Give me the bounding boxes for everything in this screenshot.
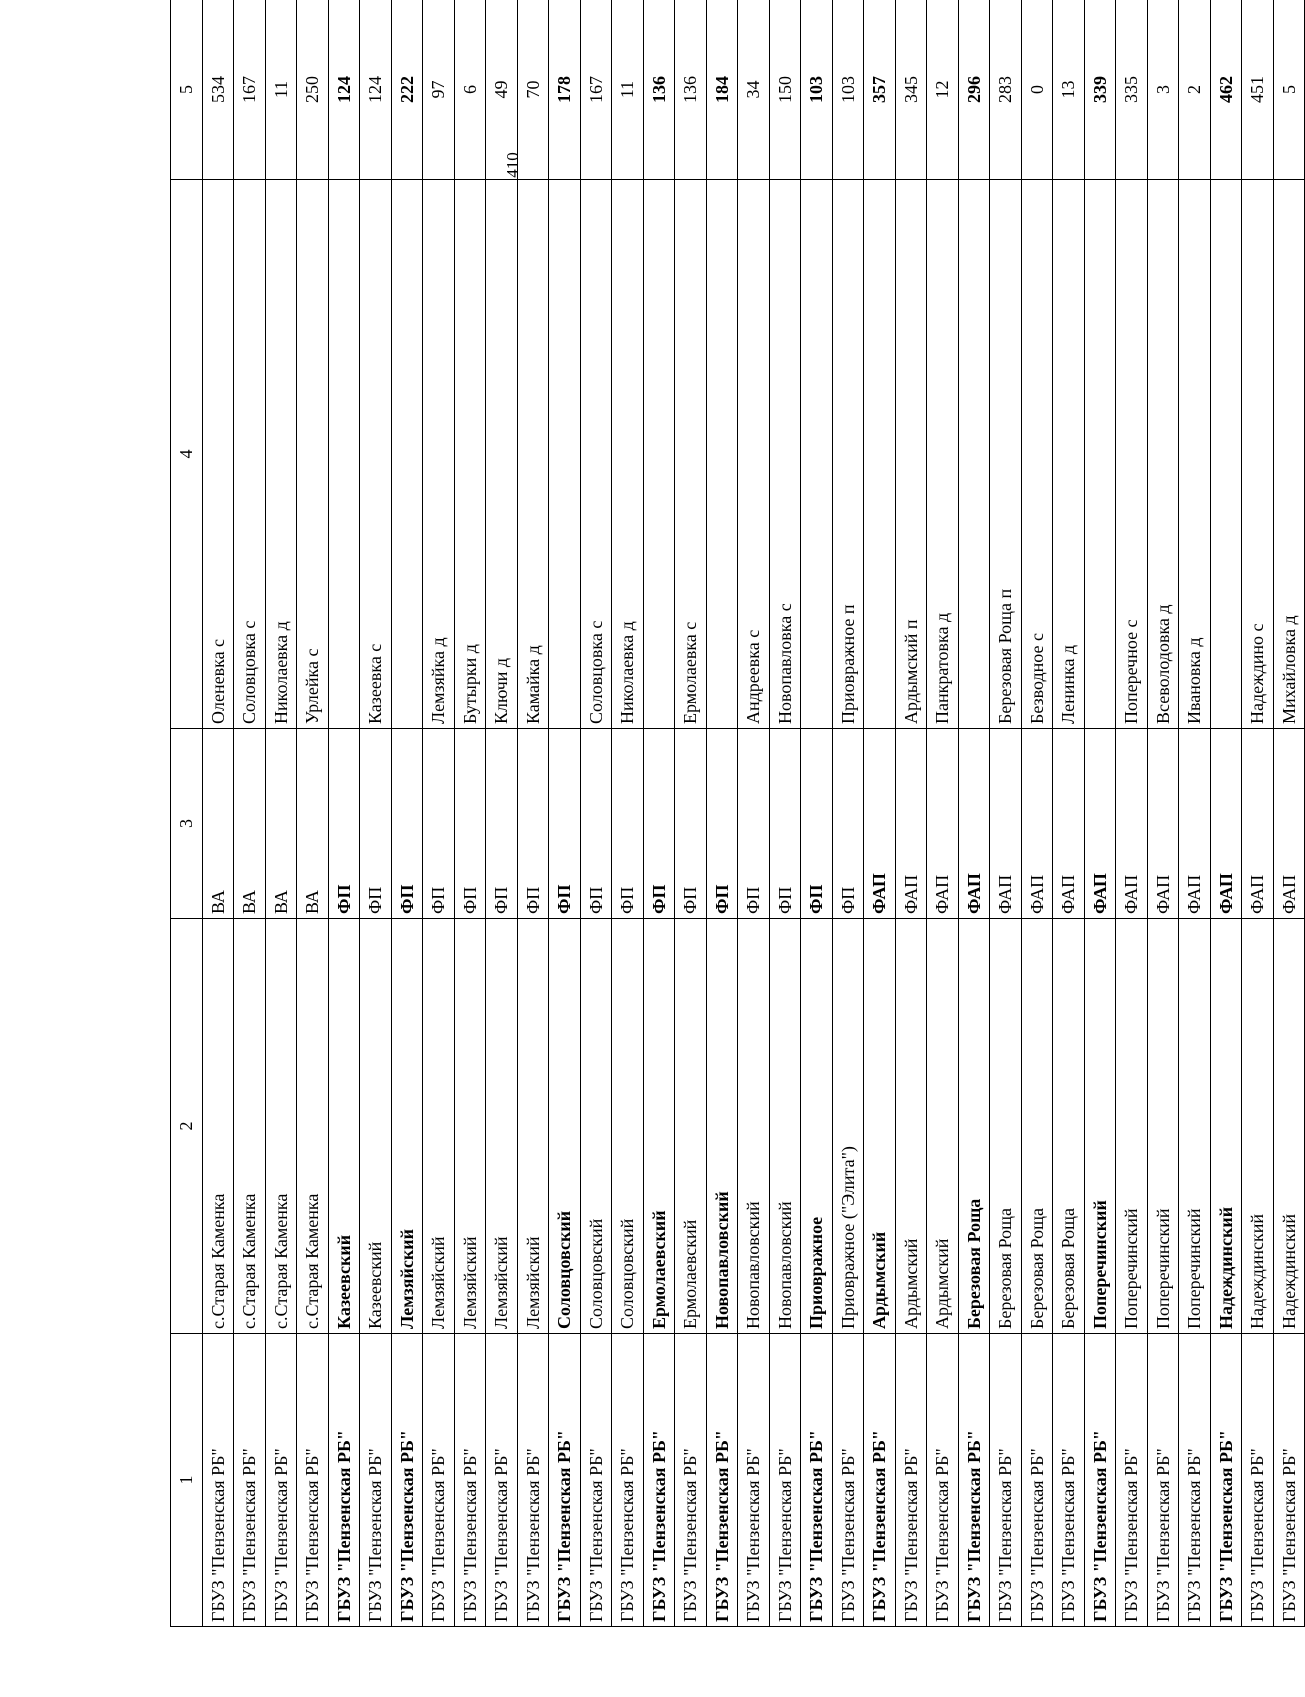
table-row — [454, 0, 486, 1627]
table-cell: Ермолаевский — [675, 919, 707, 1334]
table-cell: ФАП — [927, 729, 959, 919]
table-row — [360, 0, 392, 1627]
table-cell: ФП — [832, 729, 864, 919]
table-row — [1273, 0, 1305, 1627]
table-cell: ФАП — [1210, 729, 1242, 919]
table-cell: Приовражное — [801, 919, 833, 1334]
table-cell: Ленинка д — [1053, 180, 1085, 729]
table-cell: ГБУЗ "Пензенская РБ" — [643, 1334, 675, 1627]
table-cell: Ардымский п — [895, 180, 927, 729]
table-cell: 6 — [454, 0, 486, 180]
column-header: 3 — [171, 729, 203, 919]
table-cell: 150 — [769, 0, 801, 180]
table-cell — [643, 180, 675, 729]
table-cell: ГБУЗ "Пензенская РБ" — [1053, 1334, 1085, 1627]
table-cell: Поперечинский — [1084, 919, 1116, 1334]
table-cell: Новопавловский — [738, 919, 770, 1334]
table-row — [1116, 0, 1148, 1627]
table-cell: Казеевский — [328, 919, 360, 1334]
column-header: 1 — [171, 1334, 203, 1627]
table-cell: ГБУЗ "Пензенская РБ" — [1242, 1334, 1274, 1627]
table-cell: Березовая Роща — [990, 919, 1022, 1334]
table-cell — [706, 180, 738, 729]
table-cell: ГБУЗ "Пензенская РБ" — [706, 1334, 738, 1627]
table-cell: Ардымский — [864, 919, 896, 1334]
table-cell: ГБУЗ "Пензенская РБ" — [958, 1334, 990, 1627]
table-cell: ФП — [580, 729, 612, 919]
table-cell: Михайловка д — [1273, 180, 1305, 729]
table-cell: ФАП — [1053, 729, 1085, 919]
table-cell: ГБУЗ "Пензенская РБ" — [454, 1334, 486, 1627]
table-cell: ВА — [202, 729, 234, 919]
table-cell: Бутырки д — [454, 180, 486, 729]
table-row — [927, 0, 959, 1627]
table-cell: 451 — [1242, 0, 1274, 180]
table-row — [1179, 0, 1211, 1627]
table-row — [265, 0, 297, 1627]
table-cell: Камайка д — [517, 180, 549, 729]
table-cell: ФП — [612, 729, 644, 919]
table-cell: 534 — [202, 0, 234, 180]
table-row — [990, 0, 1022, 1627]
table-cell: Березовая Роща п — [990, 180, 1022, 729]
table-cell: ГБУЗ "Пензенская РБ" — [549, 1334, 581, 1627]
table-cell: ФАП — [1147, 729, 1179, 919]
table-cell: ГБУЗ "Пензенская РБ" — [1273, 1334, 1305, 1627]
table-cell: ГБУЗ "Пензенская РБ" — [265, 1334, 297, 1627]
table-cell: 357 — [864, 0, 896, 180]
table-cell: ФАП — [1242, 729, 1274, 919]
table-cell: ФП — [454, 729, 486, 919]
table-cell: Ермолаевский — [643, 919, 675, 1334]
table-cell: 462 — [1210, 0, 1242, 180]
table-cell: ГБУЗ "Пензенская РБ" — [1116, 1334, 1148, 1627]
table-cell: ФП — [360, 729, 392, 919]
table-cell: ФАП — [895, 729, 927, 919]
table-row — [517, 0, 549, 1627]
table-cell: Приовражное ("Элита") — [832, 919, 864, 1334]
table-row — [1021, 0, 1053, 1627]
table-cell: с.Старая Каменка — [234, 919, 266, 1334]
table-cell: ГБУЗ "Пензенская РБ" — [328, 1334, 360, 1627]
table-cell: 11 — [612, 0, 644, 180]
table-cell: ГБУЗ "Пензенская РБ" — [769, 1334, 801, 1627]
table-cell: ВА — [234, 729, 266, 919]
table-row — [1210, 0, 1242, 1627]
table-cell: ФАП — [1021, 729, 1053, 919]
table-cell: 136 — [643, 0, 675, 180]
column-header: 2 — [171, 919, 203, 1334]
table-cell: Надеждинский — [1273, 919, 1305, 1334]
table-cell: ГБУЗ "Пензенская РБ" — [1147, 1334, 1179, 1627]
table-cell: Ключи д — [486, 180, 518, 729]
table-cell: 296 — [958, 0, 990, 180]
table-cell: ГБУЗ "Пензенская РБ" — [927, 1334, 959, 1627]
table-cell: Надеждинский — [1242, 919, 1274, 1334]
table-cell: Соловцовский — [549, 919, 581, 1334]
table-row — [1053, 0, 1085, 1627]
table-cell: Лемзяйский — [486, 919, 518, 1334]
table-cell: 5 — [1273, 0, 1305, 180]
table-cell: Поперечинский — [1116, 919, 1148, 1334]
table-cell: ГБУЗ "Пензенская РБ" — [423, 1334, 455, 1627]
table-cell: Поперечинский — [1179, 919, 1211, 1334]
table-cell: ГБУЗ "Пензенская РБ" — [517, 1334, 549, 1627]
table-cell: ГБУЗ "Пензенская РБ" — [391, 1334, 423, 1627]
table-cell — [1210, 180, 1242, 729]
table-cell: ВА — [297, 729, 329, 919]
table-cell: ФАП — [990, 729, 1022, 919]
table-cell: 70 — [517, 0, 549, 180]
table-cell: 11 — [265, 0, 297, 180]
table-row — [1147, 0, 1179, 1627]
table-row — [1242, 0, 1274, 1627]
table-cell: ГБУЗ "Пензенская РБ" — [297, 1334, 329, 1627]
table-cell: 13 — [1053, 0, 1085, 180]
table-cell: ФП — [517, 729, 549, 919]
table-cell: Лемзяйский — [454, 919, 486, 1334]
table-row — [202, 0, 234, 1627]
table-cell: ФП — [391, 729, 423, 919]
table-cell: 345 — [895, 0, 927, 180]
table-cell: ФП — [801, 729, 833, 919]
table-cell: ГБУЗ "Пензенская РБ" — [675, 1334, 707, 1627]
table-cell: 49 — [486, 0, 518, 180]
table-cell: Ермолаевка с — [675, 180, 707, 729]
table-cell: ФАП — [1273, 729, 1305, 919]
table-cell: ФП — [706, 729, 738, 919]
table-cell: Соловцовский — [612, 919, 644, 1334]
table-cell: 167 — [580, 0, 612, 180]
table-cell: Надеждино с — [1242, 180, 1274, 729]
table-cell: ГБУЗ "Пензенская РБ" — [1021, 1334, 1053, 1627]
table-cell: Казеевский — [360, 919, 392, 1334]
table-row — [769, 0, 801, 1627]
table-container — [170, 0, 1299, 1627]
table-cell: ГБУЗ "Пензенская РБ" — [234, 1334, 266, 1627]
table-row — [864, 0, 896, 1627]
table-cell: Панкратовка д — [927, 180, 959, 729]
table-cell: Николаевка д — [265, 180, 297, 729]
table-row — [738, 0, 770, 1627]
table-cell: 124 — [328, 0, 360, 180]
table-cell: Андреевка с — [738, 180, 770, 729]
table-cell: ГБУЗ "Пензенская РБ" — [990, 1334, 1022, 1627]
table-cell: Соловцовка с — [234, 180, 266, 729]
table-cell: ГБУЗ "Пензенская РБ" — [832, 1334, 864, 1627]
table-cell: 3 — [1147, 0, 1179, 180]
table-cell: ГБУЗ "Пензенская РБ" — [360, 1334, 392, 1627]
table-cell: 103 — [801, 0, 833, 180]
table-cell: с.Старая Каменка — [202, 919, 234, 1334]
table-cell: ФАП — [1084, 729, 1116, 919]
table-cell — [391, 180, 423, 729]
table-cell: ГБУЗ "Пензенская РБ" — [1179, 1334, 1211, 1627]
table-cell: ФП — [423, 729, 455, 919]
table-cell: Лемзяйский — [391, 919, 423, 1334]
table-cell: ГБУЗ "Пензенская РБ" — [864, 1334, 896, 1627]
table-cell: ГБУЗ "Пензенская РБ" — [580, 1334, 612, 1627]
table-row — [297, 0, 329, 1627]
table-cell: 250 — [297, 0, 329, 180]
table-cell: Новопавловский — [706, 919, 738, 1334]
table-row — [706, 0, 738, 1627]
table-cell: 178 — [549, 0, 581, 180]
table-row — [643, 0, 675, 1627]
table-row — [391, 0, 423, 1627]
table-cell: ФАП — [958, 729, 990, 919]
table-cell: ФАП — [1179, 729, 1211, 919]
table-row — [486, 0, 518, 1627]
table-cell: Березовая Роща — [958, 919, 990, 1334]
table-cell: 167 — [234, 0, 266, 180]
table-cell: 136 — [675, 0, 707, 180]
table-cell: Николаевка д — [612, 180, 644, 729]
table-row — [612, 0, 644, 1627]
table-cell: ФАП — [1116, 729, 1148, 919]
header-row — [171, 0, 203, 1627]
table-cell: Лемзяйка д — [423, 180, 455, 729]
table-cell: ГБУЗ "Пензенская РБ" — [895, 1334, 927, 1627]
table-cell: Приовражное п — [832, 180, 864, 729]
table-cell: ГБУЗ "Пензенская РБ" — [1084, 1334, 1116, 1627]
table-cell: ФП — [549, 729, 581, 919]
table-cell: 283 — [990, 0, 1022, 180]
column-header: 5 — [171, 0, 203, 180]
table-cell: с.Старая Каменка — [297, 919, 329, 1334]
table-cell: ФАП — [864, 729, 896, 919]
table-cell: 34 — [738, 0, 770, 180]
table-cell: Оленевка с — [202, 180, 234, 729]
table-cell: Ивановка д — [1179, 180, 1211, 729]
table-cell: Березовая Роща — [1021, 919, 1053, 1334]
table-cell: Соловцовский — [580, 919, 612, 1334]
table-cell: ГБУЗ "Пензенская РБ" — [486, 1334, 518, 1627]
table-cell: Поперечное с — [1116, 180, 1148, 729]
table-cell: с.Старая Каменка — [265, 919, 297, 1334]
table-cell: Урлейка с — [297, 180, 329, 729]
page-number: 410 — [503, 152, 522, 178]
table-cell: 97 — [423, 0, 455, 180]
table-cell: 124 — [360, 0, 392, 180]
table-cell: ВА — [265, 729, 297, 919]
table-cell: 335 — [1116, 0, 1148, 180]
table-row — [895, 0, 927, 1627]
table-row — [423, 0, 455, 1627]
table-row — [328, 0, 360, 1627]
table-cell: 339 — [1084, 0, 1116, 180]
table-cell: 184 — [706, 0, 738, 180]
table-row — [580, 0, 612, 1627]
table-cell: 12 — [927, 0, 959, 180]
table-cell: Ардымский — [895, 919, 927, 1334]
table-cell — [549, 180, 581, 729]
table-row — [801, 0, 833, 1627]
table-cell: Березовая Роща — [1053, 919, 1085, 1334]
table-row — [832, 0, 864, 1627]
table-cell — [864, 180, 896, 729]
table-cell: ГБУЗ "Пензенская РБ" — [1210, 1334, 1242, 1627]
table-cell: Безводное с — [1021, 180, 1053, 729]
table-cell: Ардымский — [927, 919, 959, 1334]
column-header: 4 — [171, 180, 203, 729]
table-row — [1084, 0, 1116, 1627]
table-cell: ФП — [643, 729, 675, 919]
table-cell: Новопавловка с — [769, 180, 801, 729]
table-row — [234, 0, 266, 1627]
table-cell: Надеждинский — [1210, 919, 1242, 1334]
table-cell: Новопавловский — [769, 919, 801, 1334]
table-cell: 0 — [1021, 0, 1053, 180]
table-cell — [958, 180, 990, 729]
table-cell — [328, 180, 360, 729]
table-cell: 103 — [832, 0, 864, 180]
table-cell: Казеевка с — [360, 180, 392, 729]
table-cell: Соловцовка с — [580, 180, 612, 729]
table-cell: ФП — [675, 729, 707, 919]
data-table — [170, 0, 1305, 1627]
table-cell: ГБУЗ "Пензенская РБ" — [801, 1334, 833, 1627]
table-cell: ГБУЗ "Пензенская РБ" — [738, 1334, 770, 1627]
table-cell: ГБУЗ "Пензенская РБ" — [612, 1334, 644, 1627]
table-cell: 2 — [1179, 0, 1211, 180]
table-cell: Лемзяйский — [423, 919, 455, 1334]
table-cell: Лемзяйский — [517, 919, 549, 1334]
table-cell: 222 — [391, 0, 423, 180]
table-row — [958, 0, 990, 1627]
table-row — [675, 0, 707, 1627]
table-cell: ФП — [769, 729, 801, 919]
table-cell: ФП — [486, 729, 518, 919]
table-cell: ФП — [738, 729, 770, 919]
table-cell: ФП — [328, 729, 360, 919]
table-cell: Поперечинский — [1147, 919, 1179, 1334]
table-cell: Всеволодовка д — [1147, 180, 1179, 729]
table-row — [549, 0, 581, 1627]
table-body — [202, 0, 1305, 1627]
table-cell — [801, 180, 833, 729]
table-cell: ГБУЗ "Пензенская РБ" — [202, 1334, 234, 1627]
table-cell — [1084, 180, 1116, 729]
